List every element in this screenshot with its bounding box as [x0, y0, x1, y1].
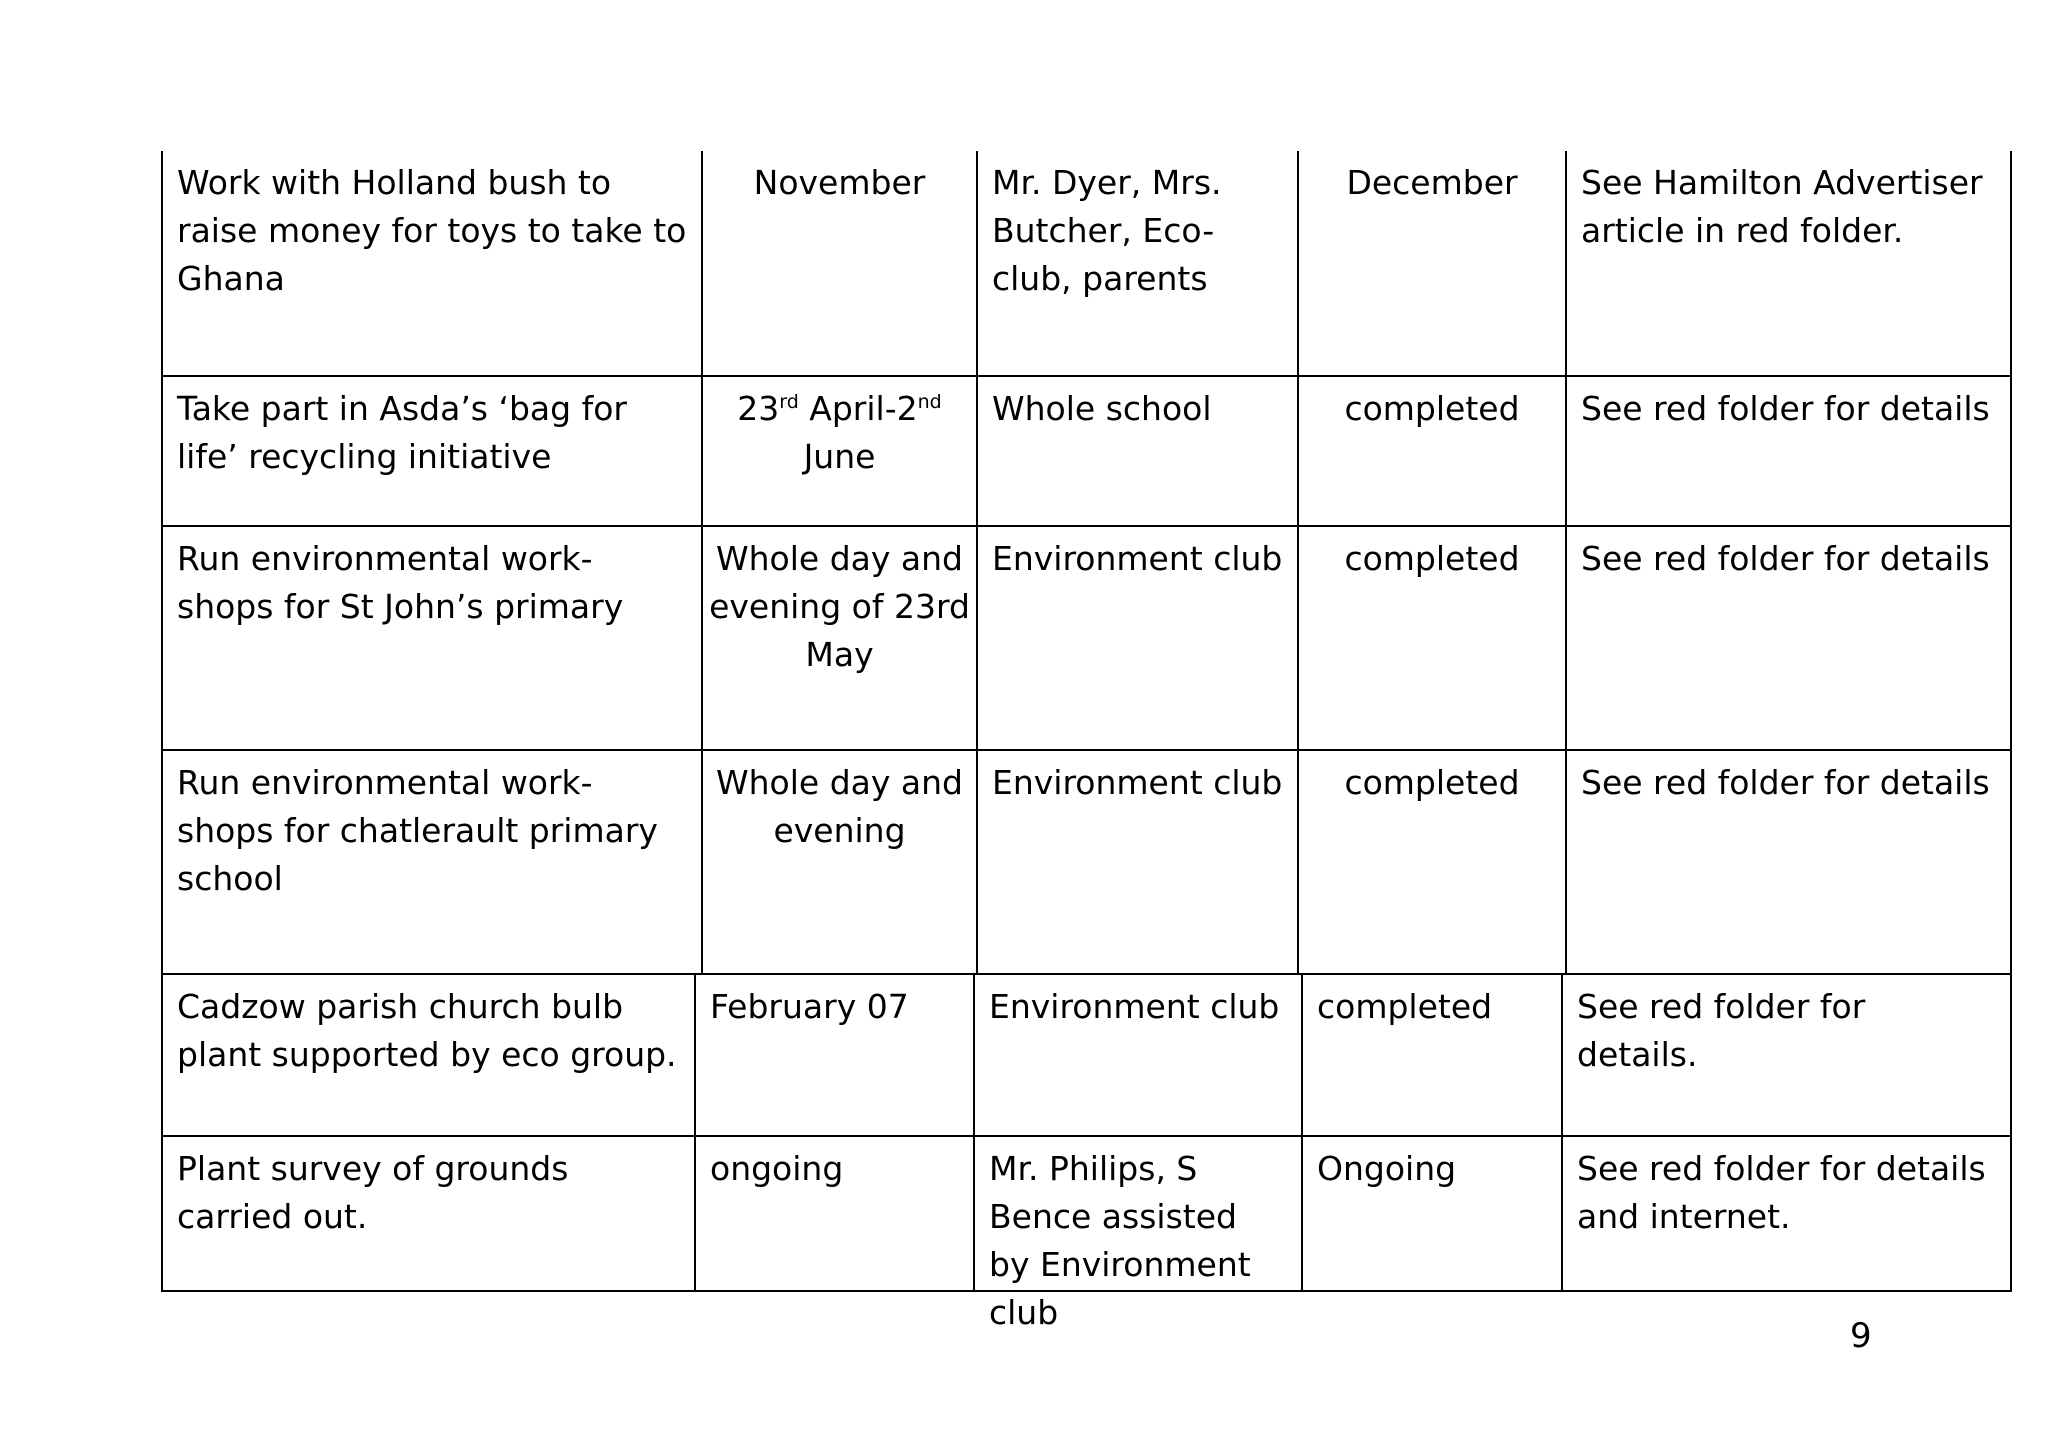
evidence-cell: See red folder for details.	[1561, 975, 2012, 1135]
completion-cell: completed	[1297, 527, 1565, 749]
who-cell: Mr. Dyer, Mrs. Butcher, Eco-club, parents	[976, 151, 1297, 375]
date-cell: November	[701, 151, 976, 375]
evidence-cell: See red folder for details	[1565, 377, 2012, 525]
date-end: June	[803, 437, 876, 476]
activity-cell: Cadzow parish church bulb plant supported by eco group.	[161, 975, 694, 1135]
completion-cell: December	[1297, 151, 1565, 375]
date-cell: February 07	[694, 975, 973, 1135]
date-middle: April-2	[798, 389, 918, 428]
who-cell: Whole school	[976, 377, 1297, 525]
activity-cell: Run environmental work-shops for chatlerault primary school	[161, 751, 701, 973]
activity-cell: Work with Holland bush to raise money for toys to take to Ghana	[161, 151, 701, 375]
date-cell	[701, 377, 976, 525]
table-row	[161, 975, 2012, 1137]
activity-table	[161, 151, 2012, 1332]
completion-cell: completed	[1301, 975, 1561, 1135]
completion-cell: completed	[1297, 751, 1565, 973]
table-row	[161, 751, 2012, 975]
evidence-cell: See red folder for details	[1565, 751, 2012, 973]
activity-cell: Take part in Asda’s ‘bag for life’ recycling initiative	[161, 377, 701, 525]
table-row	[161, 527, 2012, 751]
date-cell: Whole day and evening of 23rd May	[701, 527, 976, 749]
who-cell: Environment club	[973, 975, 1301, 1135]
activity-cell: Plant survey of grounds carried out.	[161, 1137, 694, 1290]
who-cell: Mr. Philips, S Bence assisted by Environment club	[973, 1137, 1301, 1290]
who-cell: Environment club	[976, 751, 1297, 973]
date-day: 23	[737, 389, 780, 428]
date-cell: Whole day and evening	[701, 751, 976, 973]
date-suffix: rd	[779, 391, 799, 413]
completion-cell: completed	[1297, 377, 1565, 525]
date-cell: ongoing	[694, 1137, 973, 1290]
who-cell: Environment club	[976, 527, 1297, 749]
evidence-cell: See red folder for details	[1565, 527, 2012, 749]
evidence-cell: See red folder for details and internet.	[1561, 1137, 2012, 1290]
page-number: 9	[1850, 1316, 1872, 1356]
table-row	[161, 1137, 2012, 1332]
completion-cell: Ongoing	[1301, 1137, 1561, 1290]
table-row	[161, 151, 2012, 377]
table-row	[161, 377, 2012, 527]
activity-cell: Run environmental work-shops for St John’s primary	[161, 527, 701, 749]
evidence-cell: See Hamilton Advertiser article in red folder.	[1565, 151, 2012, 375]
date-suffix: nd	[917, 391, 942, 413]
